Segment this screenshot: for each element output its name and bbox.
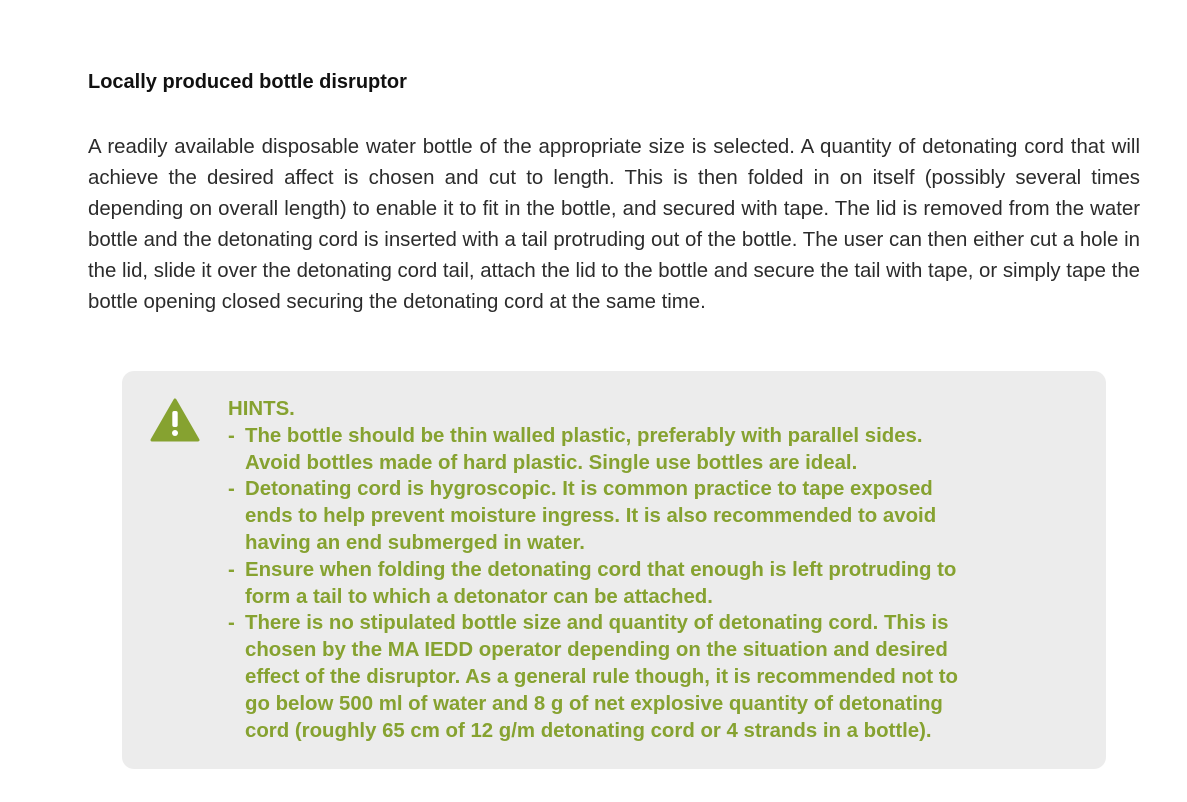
hint-dash: - bbox=[228, 612, 235, 635]
section-heading: Locally produced bottle disruptor bbox=[88, 71, 407, 93]
hints-list bbox=[228, 423, 1088, 745]
hint-line: Ensure when folding the detonating cord that enough is left protruding to bbox=[245, 558, 957, 581]
hint-line: having an end submerged in water. bbox=[245, 531, 585, 554]
hint-line: There is no stipulated bottle size and quantity of detonating cord. This is bbox=[245, 612, 949, 635]
hint-line: The bottle should be thin walled plastic, preferably with parallel sides. bbox=[245, 424, 923, 447]
body-paragraph: A readily available disposable water bottle of the appropriate size is selected. A quantity of detonating cord that will achieve the desired affect is chosen and cut to length. This is then folded in on itself (possibly several times depending on overall length) to enable it to fit in the bottle, and secured with tape. The lid is removed from the water bottle and the detonating cord is inserted with a tail protruding out of the bottle. The user can then either cut a hole in the lid, slide it over the detonating cord tail, attach the lid to the bottle and secure the tail with tape, or simply tape the bottle opening closed securing the detonating cord at the same time. bbox=[88, 136, 1140, 313]
hint-line: chosen by the MA IEDD operator depending on the situation and desired bbox=[245, 639, 948, 662]
hint-line: Avoid bottles made of hard plastic. Single use bottles are ideal. bbox=[245, 451, 858, 474]
hint-line: cord (roughly 65 cm of 12 g/m detonating cord or 4 strands in a bottle). bbox=[245, 719, 932, 742]
hints-content bbox=[228, 396, 1088, 744]
hint-line: ends to help prevent moisture ingress. It is also recommended to avoid bbox=[245, 505, 937, 528]
hint-item bbox=[228, 423, 1088, 477]
hint-dash: - bbox=[228, 478, 235, 501]
hint-line: go below 500 ml of water and 8 g of net explosive quantity of detonating bbox=[245, 692, 943, 715]
hint-dash: - bbox=[228, 558, 235, 581]
hint-item bbox=[228, 557, 1088, 611]
hints-title: HINTS. bbox=[228, 398, 295, 420]
warning-triangle-icon bbox=[150, 398, 200, 442]
hint-item bbox=[228, 476, 1088, 556]
hint-item bbox=[228, 610, 1088, 744]
hint-dash: - bbox=[228, 424, 235, 447]
hint-line: Detonating cord is hygroscopic. It is common practice to tape exposed bbox=[245, 478, 933, 501]
hint-line: effect of the disruptor. As a general rule though, it is recommended not to bbox=[245, 665, 958, 688]
hint-line: form a tail to which a detonator can be attached. bbox=[245, 585, 713, 608]
